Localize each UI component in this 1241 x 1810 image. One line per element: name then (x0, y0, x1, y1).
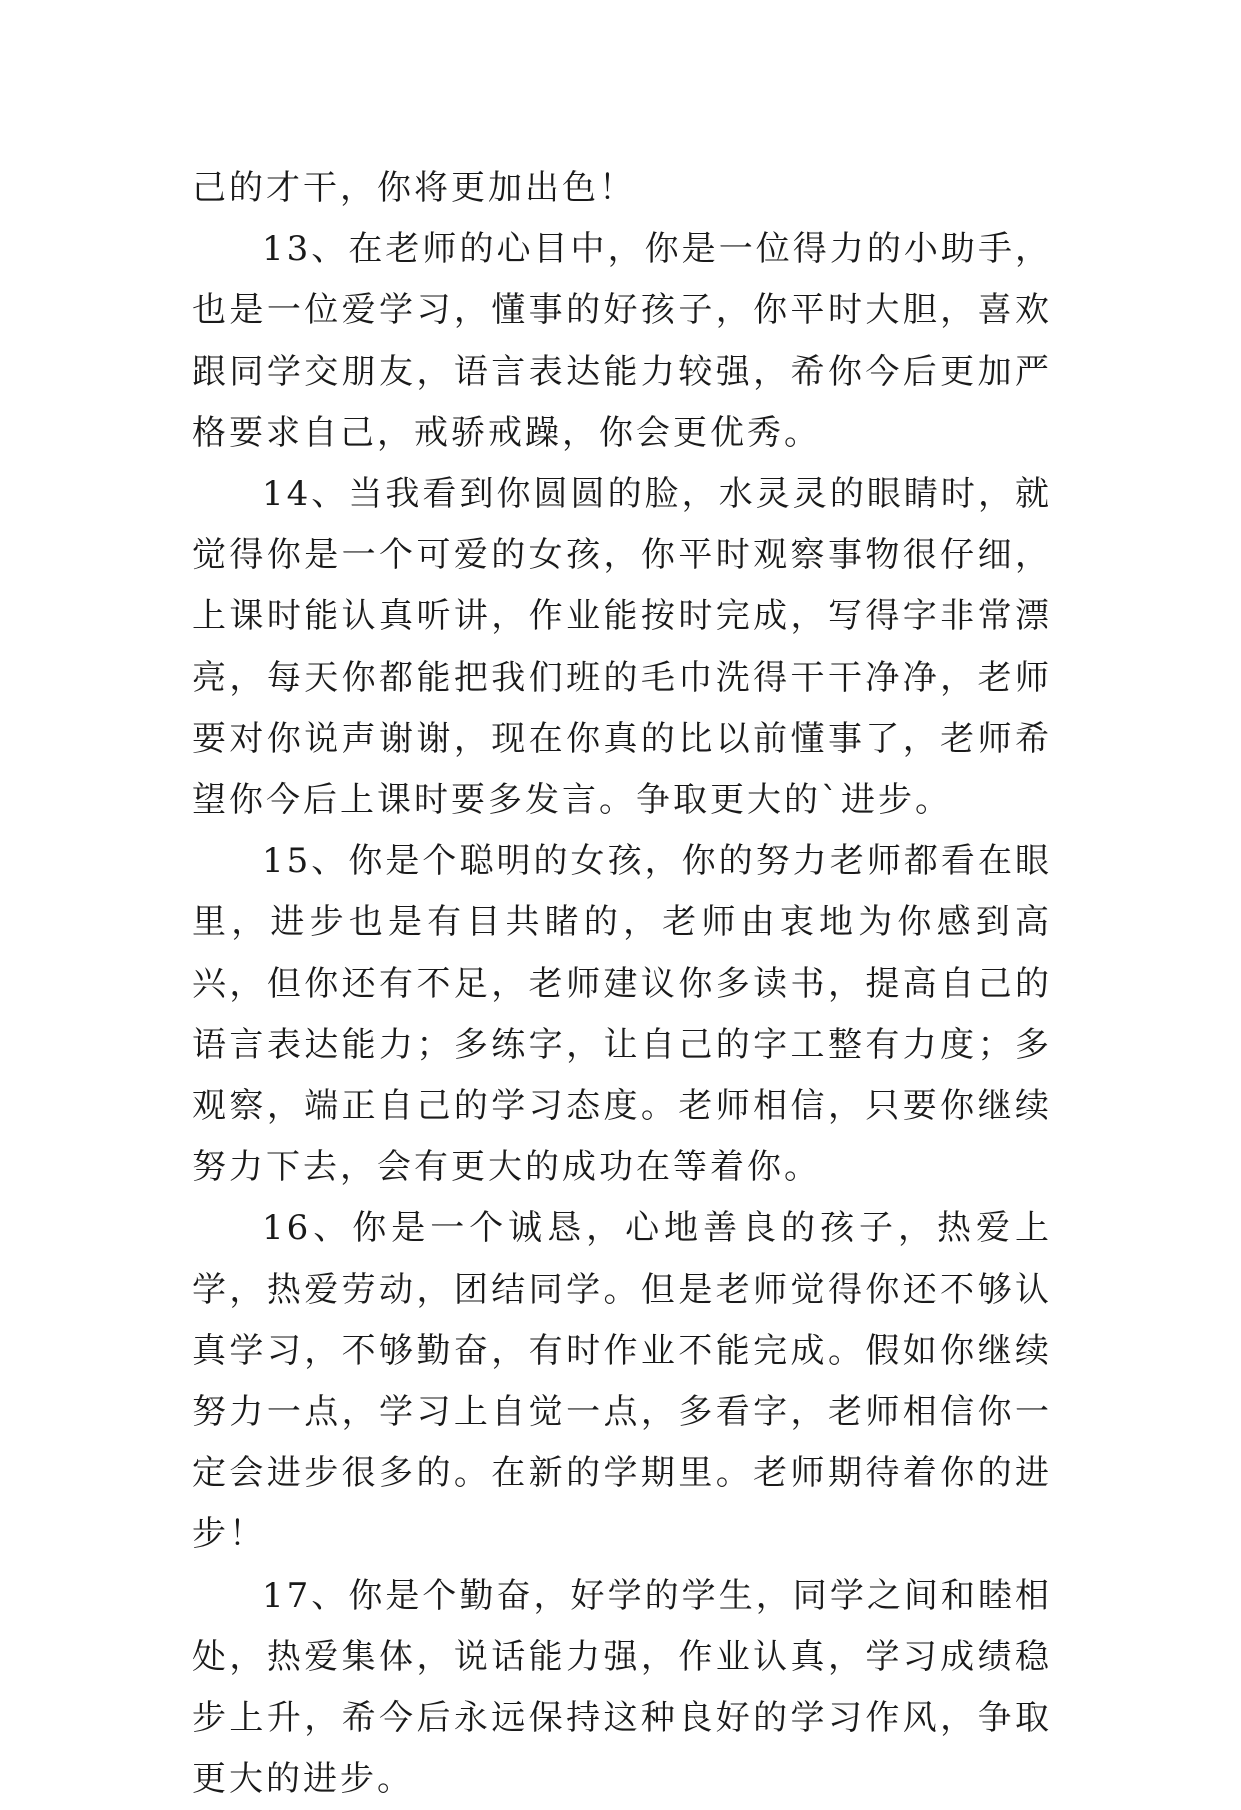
paragraph-continued: 己的才干，你将更加出色！ (192, 168, 636, 208)
paragraph-17: 17、你是个勤奋，好学的学生，同学之间和睦相处，热爱集体，说话能力强，作业认真，学习成绩稳步上升，希今后永远保持这种良好的学习作风，争取更大的进步。 (192, 1575, 1052, 1800)
paragraph-16: 16、你是一个诚恳，心地善良的孩子，热爱上学，热爱劳动，团结同学。但是老师觉得你还不够认真学习，不够勤奋，有时作业不能完成。假如你继续努力一点，学习上自觉一点，多看字，老师相信你一定会进步很多的。在新的学期里。老师期待着你的进步！ (192, 1208, 1052, 1555)
paragraph-15: 15、你是个聪明的女孩，你的努力老师都看在眼里，进步也是有目共睹的，老师由衷地为你感到高兴，但你还有不足，老师建议你多读书，提高自己的语言表达能力；多练字，让自己的字工整有力度；多观察，端正自己的学习态度。老师相信，只要你继续努力下去，会有更大的成功在等着你。 (192, 841, 1052, 1188)
paragraph-14: 14、当我看到你圆圆的脸，水灵灵的眼睛时，就觉得你是一个可爱的女孩，你平时观察事物很仔细，上课时能认真听讲，作业能按时完成，写得字非常漂亮，每天你都能把我们班的毛巾洗得干干净净，老师要对你说声谢谢，现在你真的比以前懂事了，老师希望你今后上课时要多发言。争取更大的`进步。 (192, 474, 1052, 821)
paragraph-13: 13、在老师的心目中，你是一位得力的小助手，也是一位爱学习，懂事的好孩子，你平时大胆，喜欢跟同学交朋友，语言表达能力较强，希你今后更加严格要求自己，戒骄戒躁，你会更优秀。 (192, 229, 1052, 453)
document-body (192, 158, 1052, 1810)
